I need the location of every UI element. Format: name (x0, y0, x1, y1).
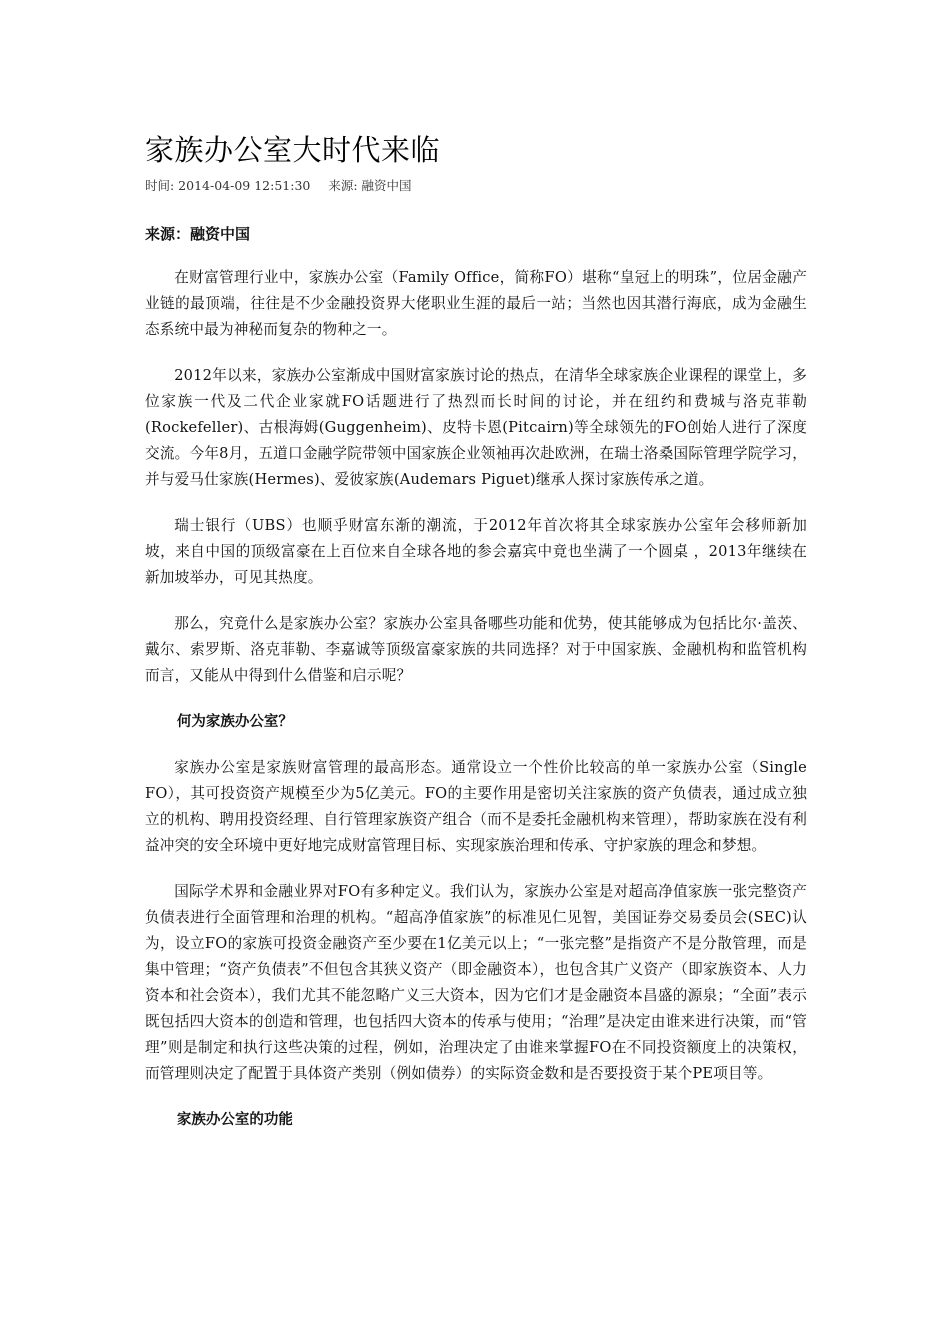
paragraph-6: 国际学术界和金融业界对FO有多种定义。我们认为，家族办公室是对超高净值家族一张完整资产负债表进行全面管理和治理的机构。“超高净值家族”的标准见仁见智，美国证券交易委员会(SEC)认为，设立FO的家族可投资金融资产至少要在1亿美元以上；“一张完整”是指资产不是分散管理，而是集中管理；“资产负债表”不但包含其狭义资产（即金融资本），也包含其广义资产（即家族资本、人力资本和社会资本），我们尤其不能忽略广义三大资本，因为它们才是金融资本昌盛的源泉；“全面”表示既包括四大资本的创造和管理，也包括四大资本的传承与使用；“治理”是决定由谁来进行决策，而“管理”则是制定和执行这些决策的过程，例如，治理决定了由谁来掌握FO在不同投资额度上的决策权，而管理则决定了配置于具体资产类别（例如债券）的实际资金数和是否要投资于某个PE项目等。 (145, 883, 807, 1082)
source-line: 来源：融资中国 (145, 225, 251, 243)
paragraph-5: 家族办公室是家族财富管理的最高形态。通常设立一个性价比较高的单一家族办公室（Single FO），其可投资资产规模至少为5亿美元。FO的主要作用是密切关注家族的资产负债表，通过成立独立的机构、聘用投资经理、自行管理家族资产组合（而不是委托金融机构来管理），帮助家族在没有利益冲突的安全环境中更好地完成财富管理目标、实现家族治理和传承、守护家族的理念和梦想。 (145, 759, 807, 854)
subheading-fo-functions: 家族办公室的功能 (176, 1112, 293, 1128)
meta-time: 时间: 2014-04-09 12:51:30 (145, 178, 311, 193)
paragraph-1: 在财富管理行业中，家族办公室（Family Office，简称FO）堪称“皇冠上的明珠”，位居金融产业链的最顶端，往往是不少金融投资界大佬职业生涯的最后一站；当然也因其潜行海底，成为金融生态系统中最为神秘而复杂的物种之一。 (145, 269, 807, 338)
paragraph-4: 那么，究竟什么是家族办公室？家族办公室具备哪些功能和优势，使其能够成为包括比尔·盖茨、戴尔、索罗斯、洛克菲勒、李嘉诚等顶级富豪家族的共同选择？对于中国家族、金融机构和监管机构而言，又能从中得到什么借鉴和启示呢？ (145, 615, 807, 684)
paragraph-3: 瑞士银行（UBS）也顺乎财富东渐的潮流，于2012年首次将其全球家族办公室年会移师新加坡，来自中国的顶级富豪在上百位来自全球各地的参会嘉宾中竟也坐满了一个圆桌 ，2013年继续在新加坡举办，可见其热度。 (145, 517, 807, 586)
meta-source: 来源: 融资中国 (328, 178, 412, 193)
subheading-what-is-fo: 何为家族办公室？ (176, 714, 293, 730)
paragraph-2: 2012年以来，家族办公室渐成中国财富家族讨论的热点，在清华全球家族企业课程的课堂上，多位家族一代及二代企业家就FO话题进行了热烈而长时间的讨论，并在纽约和费城与洛克菲勒(Rockefeller)、古根海姆(Guggenheim)、皮特卡恩(Pitcairn)等全球领先的FO创始人进行了深度交流。今年8月，五道口金融学院带领中国家族企业领袖再次赴欧洲，在瑞士洛桑国际管理学院学习，并与爱马仕家族(Hermes)、爱彼家族(Audemars Piguet)继承人探讨家族传承之道。 (145, 367, 807, 488)
article (145, 128, 807, 1133)
article-meta (145, 177, 807, 195)
article-title: 家族办公室大时代来临 (145, 133, 441, 167)
